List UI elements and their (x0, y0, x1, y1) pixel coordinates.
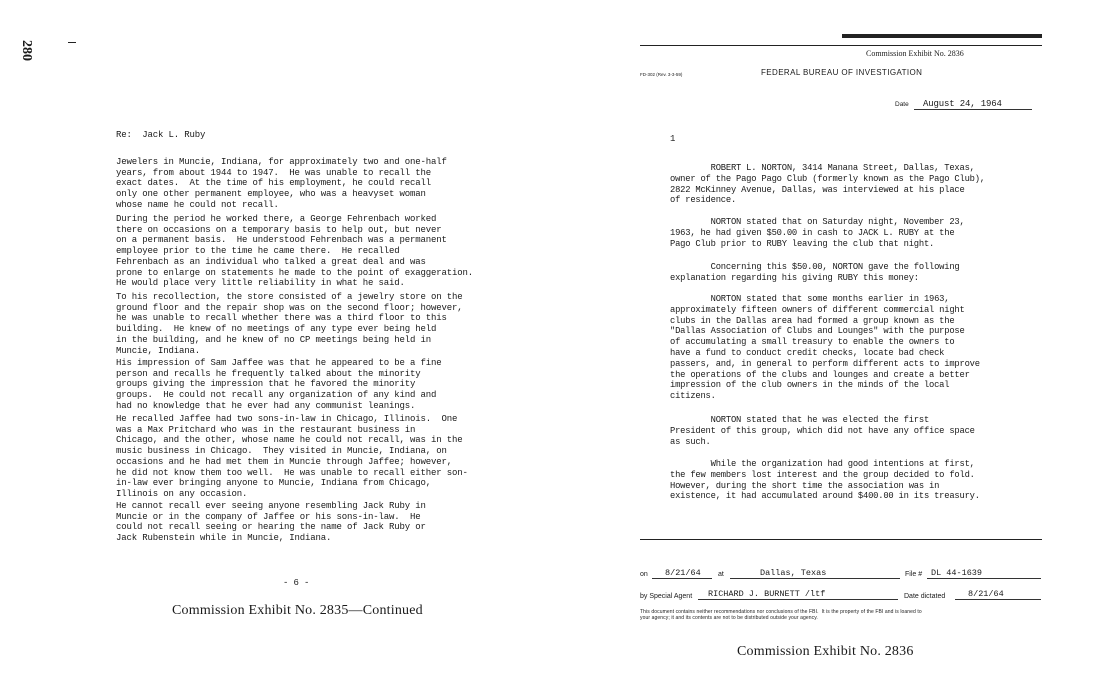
dictated-label: Date dictated (904, 593, 946, 600)
on-underline (652, 578, 712, 579)
re-line: Re: Jack L. Ruby (116, 130, 206, 140)
page-marker: - 6 - (283, 578, 310, 588)
dictated-value: 8/21/64 (968, 589, 1004, 599)
left-paragraph-3: To his recollection, the store consisted of a jewelry store on the ground floor and the repair shop was on the second floor; however, he was unable to recall whether there was a third floor to this building. He knew of no meetings of any type ever being held in the building, and he knew of no CP meetings being held in Muncie, Indiana. (116, 292, 463, 356)
right-caption: Commission Exhibit No. 2836 (737, 644, 914, 659)
agent-label: by Special Agent (640, 593, 693, 600)
top-rule-thick (842, 34, 1042, 38)
at-underline (730, 578, 900, 579)
file-label: File # (905, 571, 923, 578)
date-value: August 24, 1964 (923, 99, 1002, 109)
agency-header: FEDERAL BUREAU OF INVESTIGATION (761, 68, 923, 77)
left-paragraph-5: He recalled Jaffee had two sons-in-law in Chicago, Illinois. One was a Max Pritchard who was in the restaurant business in Chicago, and the other, whose name he could not recall, was in the music business in Chicago. They visited in Muncie, Indiana, on occasions and he had met them in Muncie through Jaffee; however, he did not know them too well. He was unable to recall either son- in-law ever bringing anyone to Muncie, Indiana from Chicago, Illinois on any occasion. (116, 414, 468, 499)
on-label: on (640, 571, 648, 578)
right-paragraph-2: NORTON stated that on Saturday night, November 23, 1963, he had given $50.00 in cash to JACK L. RUBY at the Pago Club prior to RUBY leaving the club that night. (670, 217, 965, 249)
left-paragraph-2: During the period he worked there, a George Fehrenbach worked there on occasions on a temporary basis to help out, but never on a permanent basis. He understood Fehrenbach was a permanent employee prior to the time he came there. He recalled Fehrenbach as an individual who talked a great deal and was prone to enlarge on statements he made to the point of exaggeration. He would place very little reliability in what he said. (116, 214, 474, 289)
agent-value: RICHARD J. BURNETT /ltf (708, 589, 826, 599)
left-caption: Commission Exhibit No. 2835—Continued (172, 603, 423, 618)
form-number: FD-302 (Rev. 3-3-59) (640, 72, 683, 77)
right-paragraph-6: While the organization had good intentions at first, the few members lost interest and the group decided to fold. However, during the short time the association was in existence, it had accumulated around $400.00 in its treasury. (670, 459, 980, 502)
date-underline (914, 109, 1032, 110)
file-value: DL 44-1639 (931, 568, 983, 578)
on-value: 8/21/64 (665, 568, 701, 578)
left-paragraph-6: He cannot recall ever seeing anyone resembling Jack Ruby in Muncie or in the company of Jaffee or his sons-in-law. He could not recall seeing or hearing the name of Jack Ruby or Jack Rubenstein while in Muncie, Indiana. (116, 501, 426, 544)
right-paragraph-3: Concerning this $50.00, NORTON gave the following explanation regarding his giving RUBY this money: (670, 262, 960, 283)
date-label: Date (895, 101, 909, 108)
corner-mark (68, 42, 76, 43)
item-number: 1 (670, 134, 676, 144)
dictated-underline (955, 599, 1041, 600)
at-value: Dallas, Texas (760, 568, 827, 578)
left-paragraph-1: Jewelers in Muncie, Indiana, for approximately two and one-half years, from about 1944 to 1947. He was unable to recall the exact dates. At the time of his employment, he could recall only one other permanent employee, who was a heavyset woman whose name he could not recall. (116, 157, 447, 210)
at-label: at (718, 571, 724, 578)
agent-underline (698, 599, 898, 600)
right-paragraph-4: NORTON stated that some months earlier in 1963, approximately fifteen owners of different commercial night clubs in the Dallas area had formed a group known as the "Dallas Association of Clubs and Lounges" with the purpose of accumulating a small treasury to enable the owners to have a fund to conduct credit checks, locate bad check passers, and, in general to perform different acts to improve the operations of the clubs and lounges and create a better impression of the club owners in the minds of the local citizens. (670, 294, 980, 402)
right-paragraph-1: ROBERT L. NORTON, 3414 Manana Street, Dallas, Texas, owner of the Pago Pago Club (formerly known as the Pago Club), 2822 McKinney Avenue, Dallas, was interviewed at his place of residence. (670, 163, 985, 206)
page-number: 280 (19, 40, 34, 61)
disclaimer: This document contains neither recommendations nor conclusions of the FBI. It is the property of the FBI and is loaned to your agency; it and its contents are not to be distributed outside your agency. (640, 609, 922, 621)
exhibit-label: Commission Exhibit No. 2836 (866, 49, 964, 58)
footer-rule (640, 539, 1042, 540)
file-underline (927, 578, 1041, 579)
left-paragraph-4: His impression of Sam Jaffee was that he appeared to be a fine person and recalls he frequently talked about the minority groups giving the impression that he favored the minority groups. He could not recall any organization of any kind and had no knowledge that he ever had any communist leanings. (116, 358, 442, 411)
right-paragraph-5: NORTON stated that he was elected the first President of this group, which did not have any office space as such. (670, 415, 975, 447)
top-rule-thin (640, 45, 1042, 46)
